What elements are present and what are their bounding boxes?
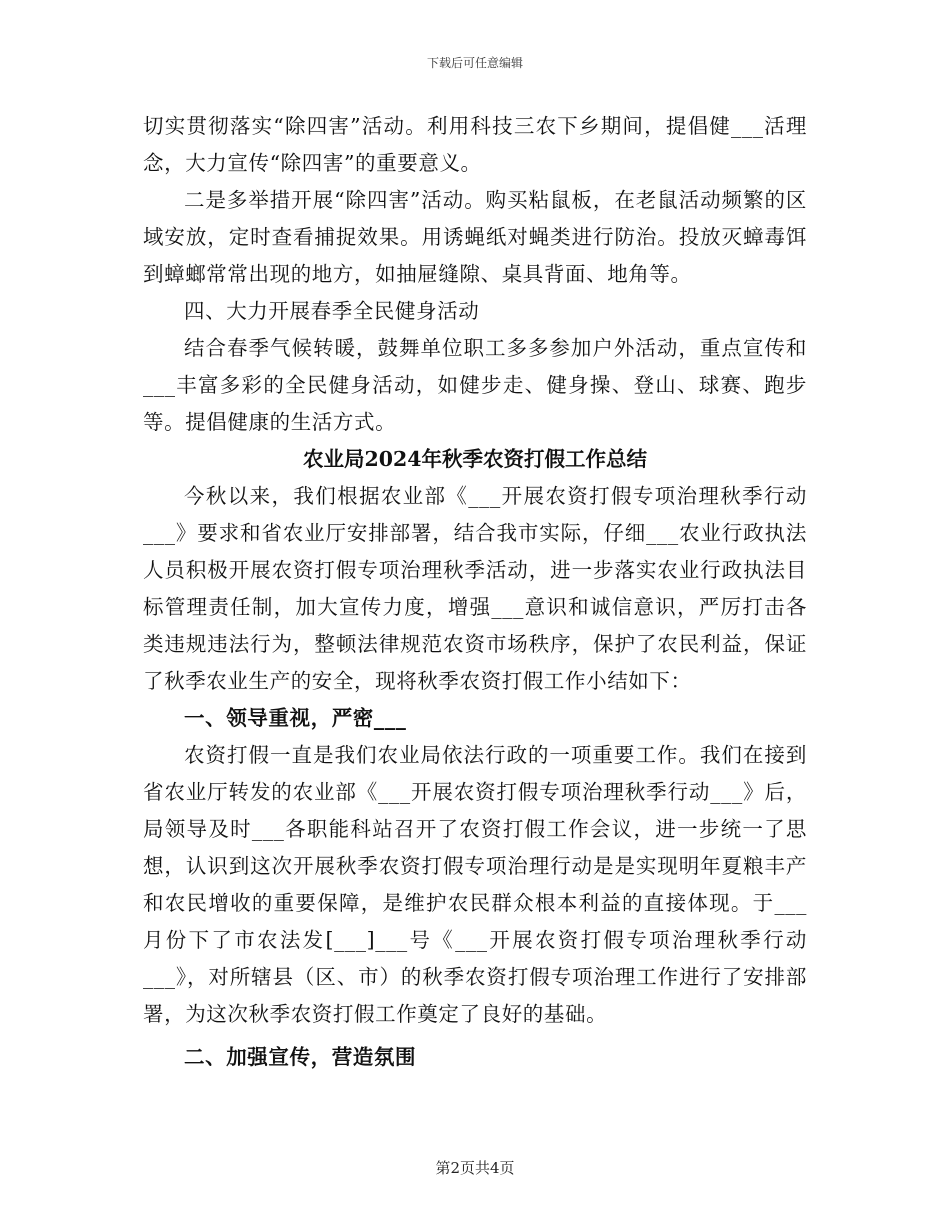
paragraph: 今秋以来，我们根据农业部《___开展农资打假专项治理秋季行动___》要求和省农业厅安排部署，结合我市实际，仔细___农业行政执法人员积极开展农资打假专项治理秋季活动，进一步落实农业行政执法目标管理责任制，加大宣传力度，增强___意识和诚信意识，严厉打击各类违规违法行为，整顿法律规范农资市场秩序，保护了农民利益，保证了秋季农业生产的安全，现将秋季农资打假工作小结如下： xyxy=(143,484,807,693)
section-heading-bold: 二、加强宣传，营造氛围 xyxy=(184,1045,417,1069)
document-body xyxy=(143,108,807,1076)
page-header: 下载后可任意编辑 xyxy=(426,56,523,70)
document-title: 农业局2024年秋季农资打假工作总结 xyxy=(302,447,648,471)
section-heading: 四、大力开展春季全民健身活动 xyxy=(184,299,480,323)
page-footer: 第2页共4页 xyxy=(435,1159,515,1177)
paragraph: 农资打假一直是我们农业局依法行政的一项重要工作。我们在接到省农业厅转发的农业部《___开展农资打假专项治理秋季行动___》后，局领导及时___各职能科站召开了农资打假工作会议，进一步统一了思想，认识到这次开展秋季农资打假专项治理行动是是实现明年夏粮丰产和农民增收的重要保障，是维护农民群众根本利益的直接体现。于___月份下了市农法发[___]___号《___开展农资打假专项治理秋季行动___》，对所辖县（区、市）的秋季农资打假专项治理工作进行了安排部署，为这次秋季农资打假工作奠定了良好的基础。 xyxy=(143,743,807,1026)
paragraph-continuation: 切实贯彻落实“除四害”活动。利用科技三农下乡期间，提倡健___活理念，大力宣传“除四害”的重要意义。 xyxy=(143,114,807,175)
section-heading-bold: 一、领导重视，严密___ xyxy=(184,706,407,730)
paragraph: 结合春季气候转暖，鼓舞单位职工多多参加户外活动，重点宣传和___丰富多彩的全民健身活动，如健步走、健身操、登山、球赛、跑步等。提倡健康的生活方式。 xyxy=(143,336,807,434)
paragraph: 二是多举措开展“除四害”活动。购买粘鼠板，在老鼠活动频繁的区域安放，定时查看捕捉效果。用诱蝇纸对蝇类进行防治。投放灭蟑毒饵到蟑螂常常出现的地方，如抽屉缝隙、桌具背面、地角等。 xyxy=(143,188,807,286)
